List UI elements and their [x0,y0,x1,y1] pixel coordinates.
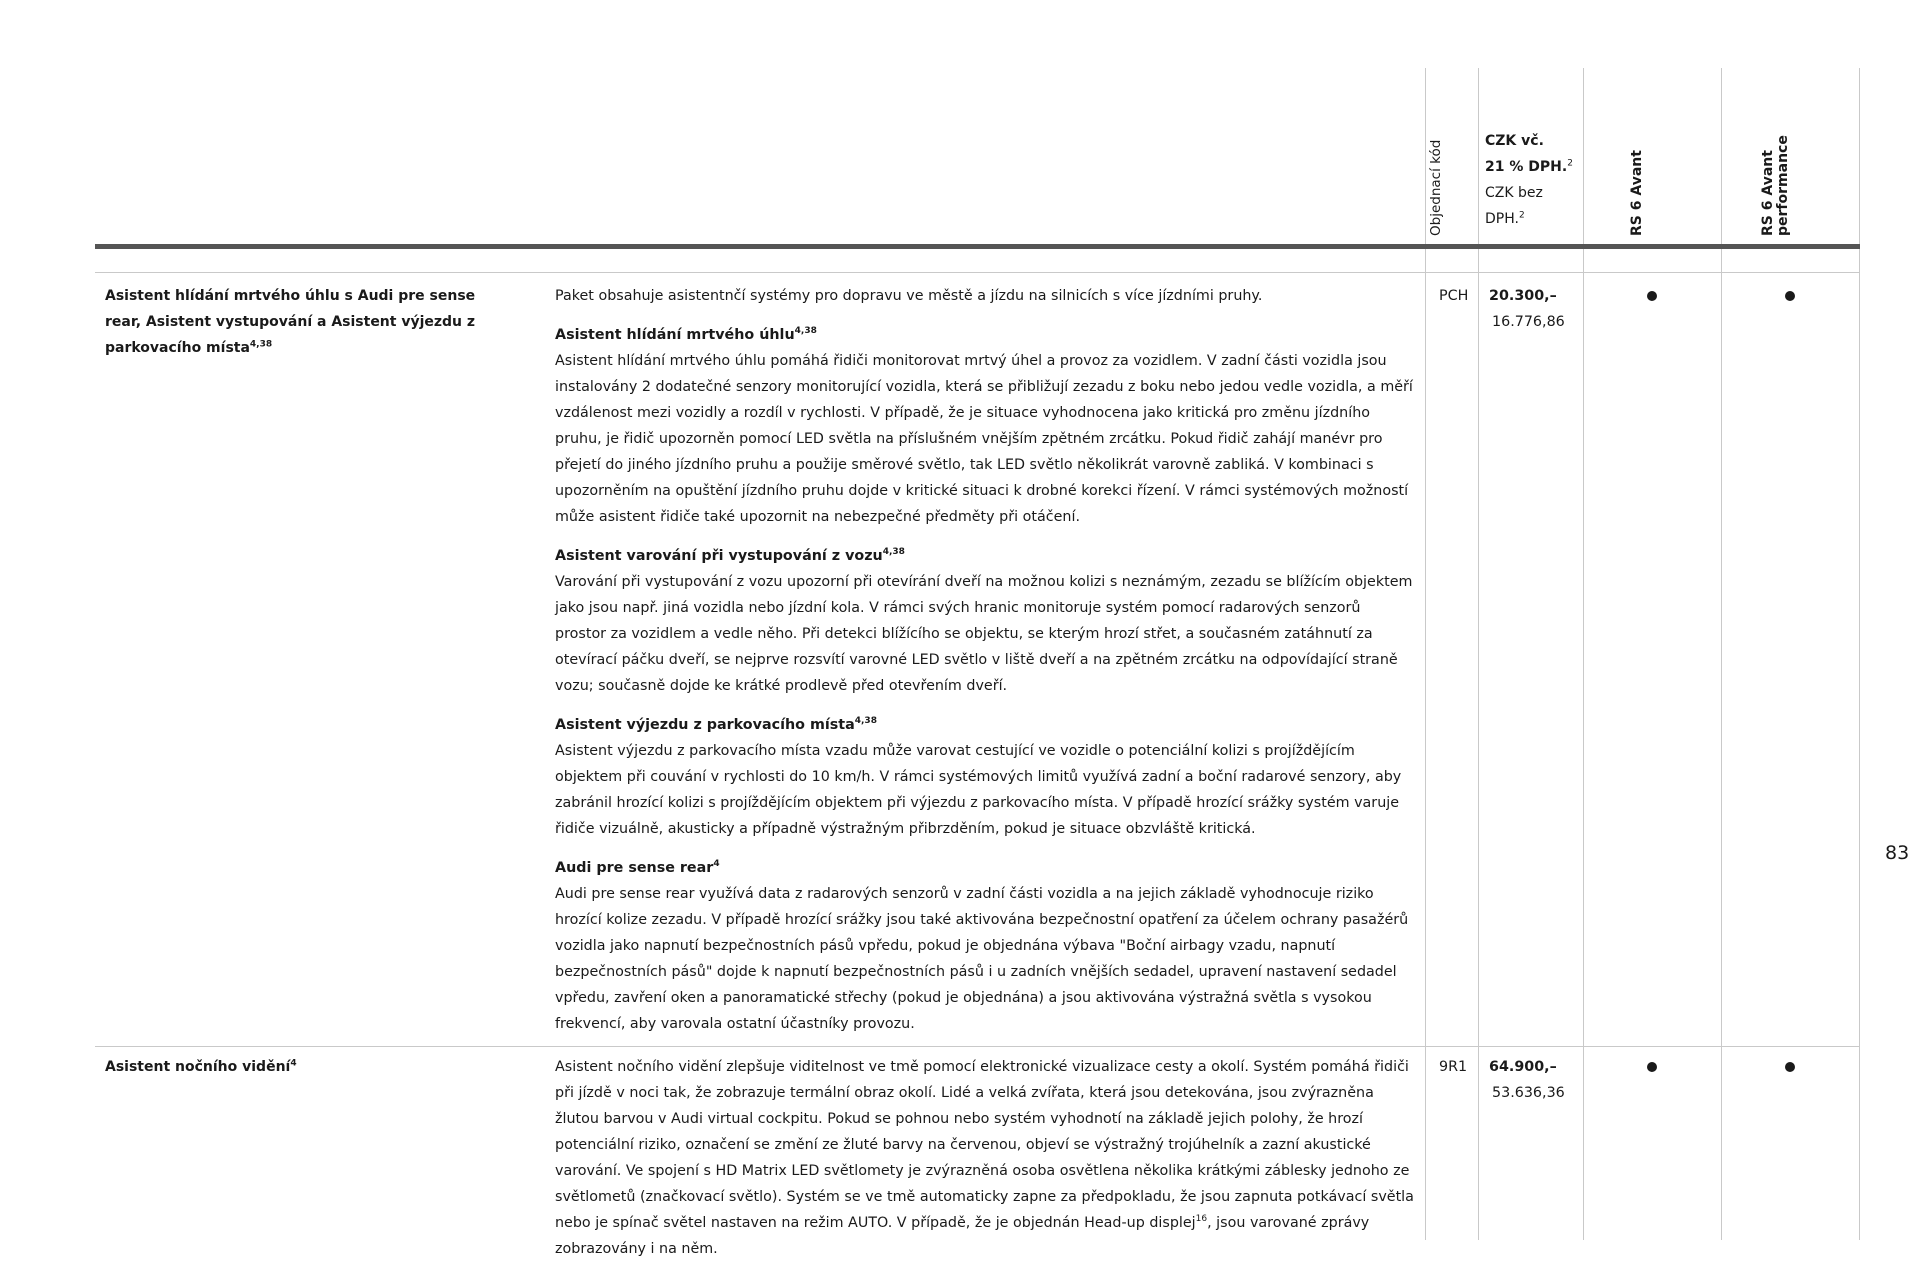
price-with-vat: 64.900,– [1489,1059,1557,1075]
order-code-label: Objednací kód [1428,139,1444,236]
feature-name-text: Asistent nočního vidění [105,1059,291,1075]
section-text: Asistent hlídání mrtvého úhlu pomáhá řidiči monitorovat mrtvý úhel a provoz za vozidlem. V zadní části vozidla jsou instalovány 2 dodatečné senzory monitorující vozidla, která se přibližují zezadu z boku nebo jedou vedle vozidla, a měří vzdálenost mezi vozidly a rozdíl v rychlosti. V případě, že je situace vyhodnocena jako kritická pro změnu jízdního pruhu, je řidič upozorněn pomocí LED světla na příslušném vnějším zpětném zrcátku. Pokud řidič zahájí manévr pro přejetí do jiného jízdního pruhu a použije směrové světlo, tak LED světlo několikrát varovně zabliká. V kombinaci s upozorněním na opuštění jízdního pruhu dojde v kritické situaci k drobné korekci řízení. V rámci systémových možností může asistent řidiče také upozornit na nebezpečné předměty při otáčení. [555,353,1413,525]
section-text: Varování při vystupování z vozu upozorní při otevírání dveří na možnou kolizi s neznámým, zezadu se blížícím objektem jako jsou např. jiná vozidla nebo jízdní kola. V rámci svých hranic monitoruje systém pomocí radarových senzorů prostor za vozidlem a vedle něho. Při detekci blížícího se objektu, se kterým hrozí střet, a současném zatáhnutí za otevírací páčku dveří, se nejprve rozsvítí varovné LED světlo v liště dveří a na zpětném zrcátku na odpovídající straně vozu; současně dojde ke krátké prodlevě před otevřením dveří. [555,574,1413,694]
standard-equipment-dot [1785,1062,1795,1072]
price-header-line2-wrap [1485,154,1573,180]
price [1489,1054,1565,1106]
standard-equipment-dot [1647,291,1657,301]
section-title-sup: 4,38 [794,326,817,337]
standard-equipment-dot [1785,291,1795,301]
section-title-sup: 4 [713,859,720,870]
model2-label-line2: performance [1775,135,1791,236]
page-number: 83 [1885,842,1910,864]
feature-description [555,283,1415,1050]
price-header-line4-wrap [1485,206,1573,232]
section-title [555,855,1415,881]
section-title [555,543,1415,569]
order-code: PCH [1439,288,1469,304]
order-code: 9R1 [1439,1059,1468,1075]
feature-name-sup: 4 [290,1058,297,1069]
feature-name [105,1054,505,1080]
section-title-text: Audi pre sense rear [555,860,714,876]
description-text-end: , jsou varované zprávy zobrazovány i na něm. [555,1215,1370,1257]
section-title-text: Asistent výjezdu z parkovacího místa [555,717,855,733]
price-without-vat: 53.636,36 [1492,1085,1565,1101]
section-title [555,712,1415,738]
row-rule [95,1046,1860,1047]
model2-label-line1: RS 6 Avant [1760,150,1776,236]
feature-description [555,1054,1415,1275]
row-rule [95,272,1860,273]
price-header-line4-sup: 2 [1518,210,1525,221]
description-intro: Paket obsahuje asistentnčí systémy pro dopravu ve městě a jízdu na silnicích s více jízdními pruhy. [555,288,1263,304]
header-rule [95,244,1860,249]
price-header-line2-sup: 2 [1567,158,1573,169]
price-header-line2: 21 % DPH. [1485,159,1568,175]
price-header-line1: CZK vč. [1485,133,1544,149]
standard-equipment-dot [1647,1062,1657,1072]
section-text: Asistent výjezdu z parkovacího místa vzadu může varovat cestující ve vozidle o potenciální kolizi s projíždějícím objektem při couvání v rychlosti do 10 km/h. V rámci systémových limitů využívá zadní a boční radarové senzory, aby zabránil hrozící kolizi s projíždějícím objektem při výjezdu z parkovacího místa. V případě hrozící srážky systém varuje řidiče vizuálně, akusticky a případně výstražným přibrzděním, pokud je situace obzvláště kritická. [555,743,1402,837]
section-title-text: Asistent hlídání mrtvého úhlu [555,327,795,343]
model1-label: RS 6 Avant [1629,150,1645,236]
section-title-sup: 4,38 [854,716,877,727]
section-title [555,322,1415,348]
description-text-main: Asistent nočního vidění zlepšuje viditelnost ve tmě pomocí elektronické vizualizace cesty a okolí. Systém pomáhá řidiči při jízdě v noci tak, že zobrazuje termální obraz okolí. Lidé a velká zvířata, která jsou detekována, jsou zvýrazněna žlutou barvou v Audi virtual cockpitu. Pokud se pohnou nebo systém vyhodnotí na základě jejich polohy, že hrozí potenciální riziko, označení se změní ze žluté barvy na červenou, objeví se výstražný trojúhelník a zazní akustické varování. Ve spojení s HD Matrix LED světlomety je zvýrazněná osoba osvětlena několika krátkými záblesky jednoho ze světlometů (značkovací světlo). Systém se ve tmě automaticky zapne za předpokladu, že jsou zapnuta potkávací světla nebo je spínač světel nastaven na režim AUTO. V případě, že je objednán Head-up displej [555,1059,1414,1231]
feature-name [105,283,505,361]
section-text: Audi pre sense rear využívá data z radarových senzorů v zadní části vozidla a na jejich základě vyhodnocuje riziko hrozící kolize zezadu. V případě hrozící srážky jsou také aktivována bezpečnostní opatření za účelem ochrany pasažérů vozidla jako napnutí bezpečnostních pásů vpředu, pokud je objednána výbava "Boční airbagy vzadu, napnutí bezpečnostních pásů" dojde k napnutí bezpečnostních pásů i u zadních vnějších sedadel, upravení nastavení sedadel vpředu, zavření oken a panoramatické střechy (pokud je objednána) a jsou aktivována výstražná světla s vysokou frekvencí, aby varovala ostatní účastníky provozu. [555,886,1409,1032]
price-header-line3: CZK bez [1485,185,1543,201]
feature-name-text: Asistent hlídání mrtvého úhlu s Audi pre sense rear, Asistent vystupování a Asistent výjezdu z parkovacího místa [105,288,476,356]
section-title-sup: 4,38 [882,547,905,558]
price [1489,283,1565,335]
section-title-text: Asistent varování při vystupování z vozu [555,548,883,564]
price-without-vat: 16.776,86 [1492,314,1565,330]
description-sup: 16 [1195,1214,1208,1225]
feature-name-sup: 4,38 [249,339,273,350]
description-text [555,1054,1415,1262]
price-header-line4: DPH. [1485,211,1519,227]
price-with-vat: 20.300,– [1489,288,1557,304]
header-price [1485,128,1573,232]
